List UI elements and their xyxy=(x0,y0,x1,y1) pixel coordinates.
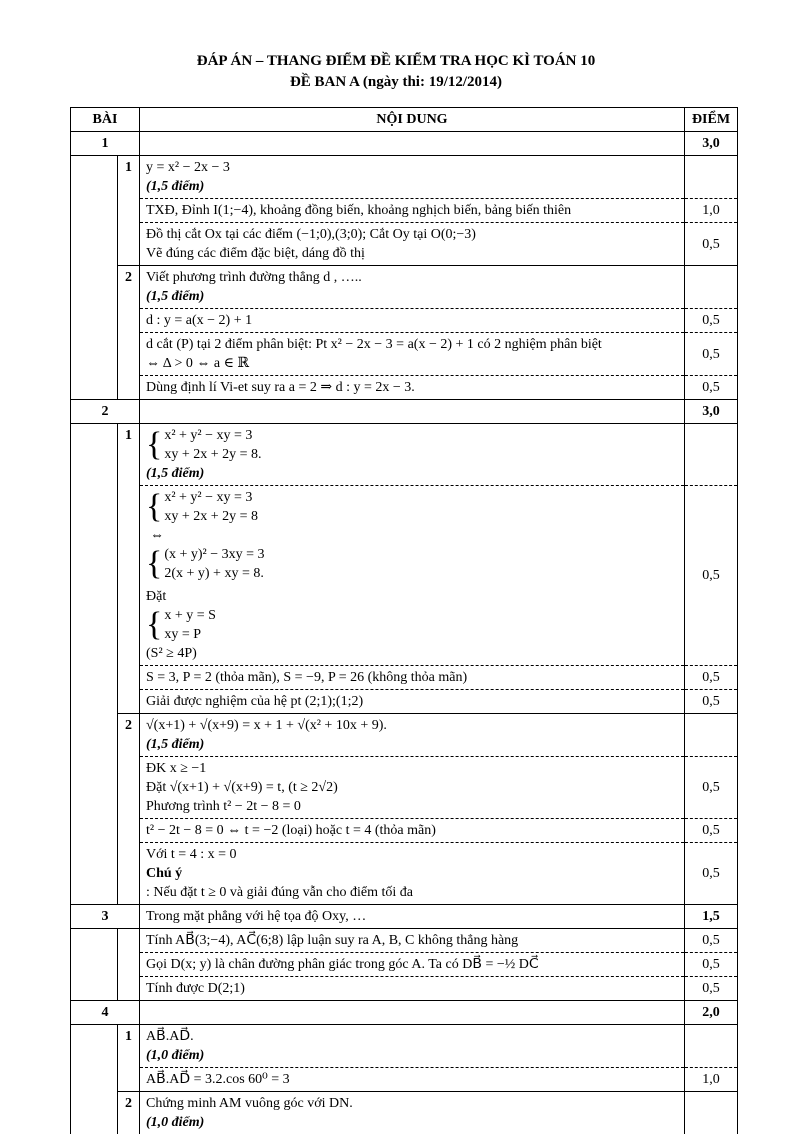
score-cell xyxy=(685,156,738,199)
content-line: t² − 2t − 8 = 0 ⇔ t = −2 (loại) hoặc t = 4 (thỏa mãn) xyxy=(146,821,678,840)
content-cell xyxy=(140,156,685,199)
question-text: √(x+1) + √(x+9) = x + 1 + √(x² + 10x + 9). xyxy=(146,716,678,735)
sub-question-row xyxy=(71,1092,738,1134)
bai-row-1 xyxy=(71,132,738,156)
content-cell xyxy=(140,223,685,266)
score-cell: 1,0 xyxy=(685,1068,738,1092)
content-cell xyxy=(140,690,685,714)
sub-number xyxy=(118,486,140,666)
grading-item-row xyxy=(71,929,738,953)
sub-number xyxy=(118,843,140,905)
sub-question-row xyxy=(71,424,738,486)
content-line: ĐK x ≥ −1 xyxy=(146,759,678,778)
content-line: AB⃗.AD⃗ = 3.2.cos 60⁰ = 3 xyxy=(146,1070,678,1089)
content-cell xyxy=(140,333,685,376)
content-cell xyxy=(140,714,685,757)
question-text: y = x² − 2x − 3 xyxy=(146,158,678,177)
content-cell xyxy=(140,376,685,400)
brace-symbol: { xyxy=(146,547,162,581)
score-cell: 0,5 xyxy=(685,977,738,1001)
score-cell: 0,5 xyxy=(685,333,738,376)
bai-row-4 xyxy=(71,1001,738,1025)
sub-number: 1 xyxy=(118,424,140,486)
bai-number: 4 xyxy=(71,1001,140,1025)
system-b xyxy=(146,545,265,583)
content-line: Trong mặt phẳng với hệ tọa độ Oxy, … xyxy=(146,907,678,926)
content-cell xyxy=(140,266,685,309)
system-c-rows xyxy=(164,606,216,644)
header-noidung: NỘI DUNG xyxy=(140,108,685,132)
brace-symbol: { xyxy=(146,490,162,524)
equation: x + y = S xyxy=(164,606,216,625)
grading-item-row xyxy=(71,199,738,223)
content-cell xyxy=(140,977,685,1001)
sub-number xyxy=(118,819,140,843)
bai-cell-empty xyxy=(71,953,118,977)
score-cell: 1,0 xyxy=(685,199,738,223)
bai-score: 3,0 xyxy=(685,400,738,424)
bai-cell-empty xyxy=(71,199,118,223)
bai-cell-empty xyxy=(71,266,118,309)
sub-number: 2 xyxy=(118,1092,140,1134)
content-line: Gọi D(x; y) là chân đường phân giác trong góc A. Ta có DB⃗ = −½ DC⃗ xyxy=(146,955,678,974)
grading-item-row xyxy=(71,1068,738,1092)
content-cell xyxy=(140,757,685,819)
bai-cell-empty xyxy=(71,819,118,843)
score-cell: 0,5 xyxy=(685,819,738,843)
note-line xyxy=(146,864,678,902)
substitution xyxy=(146,587,678,663)
equation-system xyxy=(146,426,262,464)
bai-row-2 xyxy=(71,400,738,424)
score-cell xyxy=(685,1025,738,1068)
answer-table xyxy=(70,107,738,1134)
sub-number xyxy=(118,953,140,977)
question-line xyxy=(146,1094,678,1132)
bai-cell-empty xyxy=(71,929,118,953)
point-mark: (1,5 điểm) xyxy=(146,177,678,196)
question-text: Chứng minh AM vuông góc với DN. xyxy=(146,1094,678,1113)
bai-cell-empty xyxy=(71,977,118,1001)
content-line: Giải được nghiệm của hệ pt (2;1);(1;2) xyxy=(146,692,678,711)
sub-number xyxy=(118,223,140,266)
content-line: d : y = a(x − 2) + 1 xyxy=(146,311,678,330)
bai-score: 2,0 xyxy=(685,1001,738,1025)
bai-content xyxy=(140,905,685,929)
content-line: Tính được D(2;1) xyxy=(146,979,678,998)
bai-score: 1,5 xyxy=(685,905,738,929)
system-a-rows xyxy=(164,488,258,526)
score-cell: 0,5 xyxy=(685,843,738,905)
grading-item-row xyxy=(71,486,738,666)
grading-item-row xyxy=(71,223,738,266)
condition: (S² ≥ 4P) xyxy=(146,644,678,663)
bai-cell-empty xyxy=(71,1092,118,1134)
grading-item-row xyxy=(71,376,738,400)
content-line: Dùng định lí Vi-et suy ra a = 2 ⇒ d : y = 2x − 3. xyxy=(146,378,678,397)
bai-cell-empty xyxy=(71,666,118,690)
equation: 2(x + y) + xy = 8. xyxy=(164,564,264,583)
header-bai: BÀI xyxy=(71,108,140,132)
grading-item-row xyxy=(71,333,738,376)
sub-number: 2 xyxy=(118,266,140,309)
header-diem: ĐIỂM xyxy=(685,108,738,132)
bai-cell-empty xyxy=(71,156,118,199)
equation: x² + y² − xy = 3 xyxy=(164,426,261,445)
content-line: Đồ thị cắt Ox tại các điểm (−1;0),(3;0); Cắt Oy tại O(0;−3) xyxy=(146,225,678,244)
content-line: ⇔ Δ > 0 ⇔ a ∈ ℝ xyxy=(146,354,678,373)
score-cell xyxy=(685,1092,738,1134)
grading-item-row xyxy=(71,819,738,843)
sub-question-row xyxy=(71,1025,738,1068)
table-header-row xyxy=(71,108,738,132)
sub-number xyxy=(118,757,140,819)
bai-cell-empty xyxy=(71,333,118,376)
sub-number xyxy=(118,309,140,333)
sub-question-row xyxy=(71,714,738,757)
bai-cell-empty xyxy=(71,424,118,486)
score-cell xyxy=(685,266,738,309)
content-line: S = 3, P = 2 (thỏa mãn), S = −9, P = 26 (không thỏa mãn) xyxy=(146,668,678,687)
sub-number xyxy=(118,333,140,376)
score-cell: 0,5 xyxy=(685,929,738,953)
brace-symbol: { xyxy=(146,608,162,642)
bai-content xyxy=(140,132,685,156)
system-c xyxy=(146,606,216,644)
content-line: Phương trình t² − 2t − 8 = 0 xyxy=(146,797,678,816)
bai-cell-empty xyxy=(71,223,118,266)
content-cell xyxy=(140,929,685,953)
equation: xy + 2x + 2y = 8. xyxy=(164,445,261,464)
bai-cell-empty xyxy=(71,843,118,905)
content-cell xyxy=(140,486,685,666)
score-cell xyxy=(685,714,738,757)
score-cell: 0,5 xyxy=(685,666,738,690)
score-cell: 0,5 xyxy=(685,486,738,666)
bai-score: 3,0 xyxy=(685,132,738,156)
bai-cell-empty xyxy=(71,690,118,714)
bai-number: 3 xyxy=(71,905,140,929)
content-line: Với t = 4 : x = 0 xyxy=(146,845,678,864)
question-text: AB⃗.AD⃗. xyxy=(146,1027,678,1046)
point-mark: (1,0 điểm) xyxy=(146,1046,678,1065)
content-cell xyxy=(140,424,685,486)
score-cell: 0,5 xyxy=(685,223,738,266)
grading-item-row xyxy=(71,953,738,977)
sub-number: 2 xyxy=(118,714,140,757)
score-cell: 0,5 xyxy=(685,757,738,819)
brace-symbol: { xyxy=(146,428,162,462)
equation-system-rows xyxy=(164,426,261,464)
sub-number: 1 xyxy=(118,156,140,199)
title-line-2: ĐỀ BAN A (ngày thi: 19/12/2014) xyxy=(0,72,792,92)
grading-item-row xyxy=(71,757,738,819)
grading-item-row xyxy=(71,666,738,690)
note-label: Chú ý xyxy=(146,864,678,883)
score-cell xyxy=(685,424,738,486)
sub-number xyxy=(118,1068,140,1092)
grading-item-row xyxy=(71,309,738,333)
point-mark: (1,0 điểm) xyxy=(146,1113,678,1132)
sub-number xyxy=(118,977,140,1001)
system-transform xyxy=(146,488,678,583)
content-cell xyxy=(140,843,685,905)
score-cell: 0,5 xyxy=(685,309,738,333)
grading-item-row xyxy=(71,843,738,905)
content-line: d cắt (P) tại 2 điểm phân biệt: Pt x² − 2x − 3 = a(x − 2) + 1 có 2 nghiệm phân biệt xyxy=(146,335,678,354)
bai-row-3 xyxy=(71,905,738,929)
sub-number: 1 xyxy=(118,1025,140,1068)
bai-number: 1 xyxy=(71,132,140,156)
content-cell xyxy=(140,953,685,977)
score-cell: 0,5 xyxy=(685,376,738,400)
sub-number xyxy=(118,199,140,223)
bai-number: 2 xyxy=(71,400,140,424)
sub-question-row xyxy=(71,266,738,309)
content-cell xyxy=(140,1025,685,1068)
bai-content xyxy=(140,400,685,424)
bai-cell-empty xyxy=(71,309,118,333)
content-line: Vẽ đúng các điểm đặc biệt, dáng đồ thị xyxy=(146,244,678,263)
equation: x² + y² − xy = 3 xyxy=(164,488,258,507)
question-line xyxy=(146,1027,678,1065)
grading-item-row xyxy=(71,690,738,714)
sub-question-row xyxy=(71,156,738,199)
equation: xy + 2x + 2y = 8 xyxy=(164,507,258,526)
equivalence-symbol: ⇔ xyxy=(150,526,674,545)
question-line xyxy=(146,268,678,306)
point-mark: (1,5 điểm) xyxy=(146,287,678,306)
sub-number xyxy=(118,666,140,690)
sub-number xyxy=(118,690,140,714)
bai-cell-empty xyxy=(71,1068,118,1092)
question-line xyxy=(146,426,678,483)
equation: xy = P xyxy=(164,625,216,644)
score-cell: 0,5 xyxy=(685,690,738,714)
point-mark: (1,5 điểm) xyxy=(146,735,678,754)
note-text: : Nếu đặt t ≥ 0 và giải đúng vẫn cho điểm tối đa xyxy=(146,883,678,902)
question-text: Viết phương trình đường thẳng d , ….. xyxy=(146,268,678,287)
bai-cell-empty xyxy=(71,486,118,666)
sub-number xyxy=(118,929,140,953)
dat-label: Đặt xyxy=(146,587,678,606)
content-cell xyxy=(140,819,685,843)
bai-cell-empty xyxy=(71,1025,118,1068)
content-line: Đặt √(x+1) + √(x+9) = t, (t ≥ 2√2) xyxy=(146,778,678,797)
system-a xyxy=(146,488,258,526)
bai-cell-empty xyxy=(71,376,118,400)
grading-item-row xyxy=(71,977,738,1001)
bai-content xyxy=(140,1001,685,1025)
system-b-rows xyxy=(164,545,264,583)
content-line: Tính AB⃗(3;−4), AC⃗(6;8) lập luận suy ra A, B, C không thẳng hàng xyxy=(146,931,678,950)
equation: (x + y)² − 3xy = 3 xyxy=(164,545,264,564)
content-cell xyxy=(140,666,685,690)
question-line xyxy=(146,716,678,754)
content-cell xyxy=(140,1092,685,1134)
content-line: TXĐ, Đỉnh I(1;−4), khoảng đồng biến, khoảng nghịch biến, bảng biến thiên xyxy=(146,201,678,220)
bai-cell-empty xyxy=(71,714,118,757)
content-cell xyxy=(140,1068,685,1092)
point-mark: (1,5 điểm) xyxy=(146,464,678,483)
score-cell: 0,5 xyxy=(685,953,738,977)
bai-cell-empty xyxy=(71,757,118,819)
title-line-1: ĐÁP ÁN – THANG ĐIỂM ĐỀ KIỂM TRA HỌC KÌ TOÁN 10 xyxy=(0,51,792,71)
content-cell xyxy=(140,199,685,223)
question-line xyxy=(146,158,678,196)
content-cell xyxy=(140,309,685,333)
sub-number xyxy=(118,376,140,400)
